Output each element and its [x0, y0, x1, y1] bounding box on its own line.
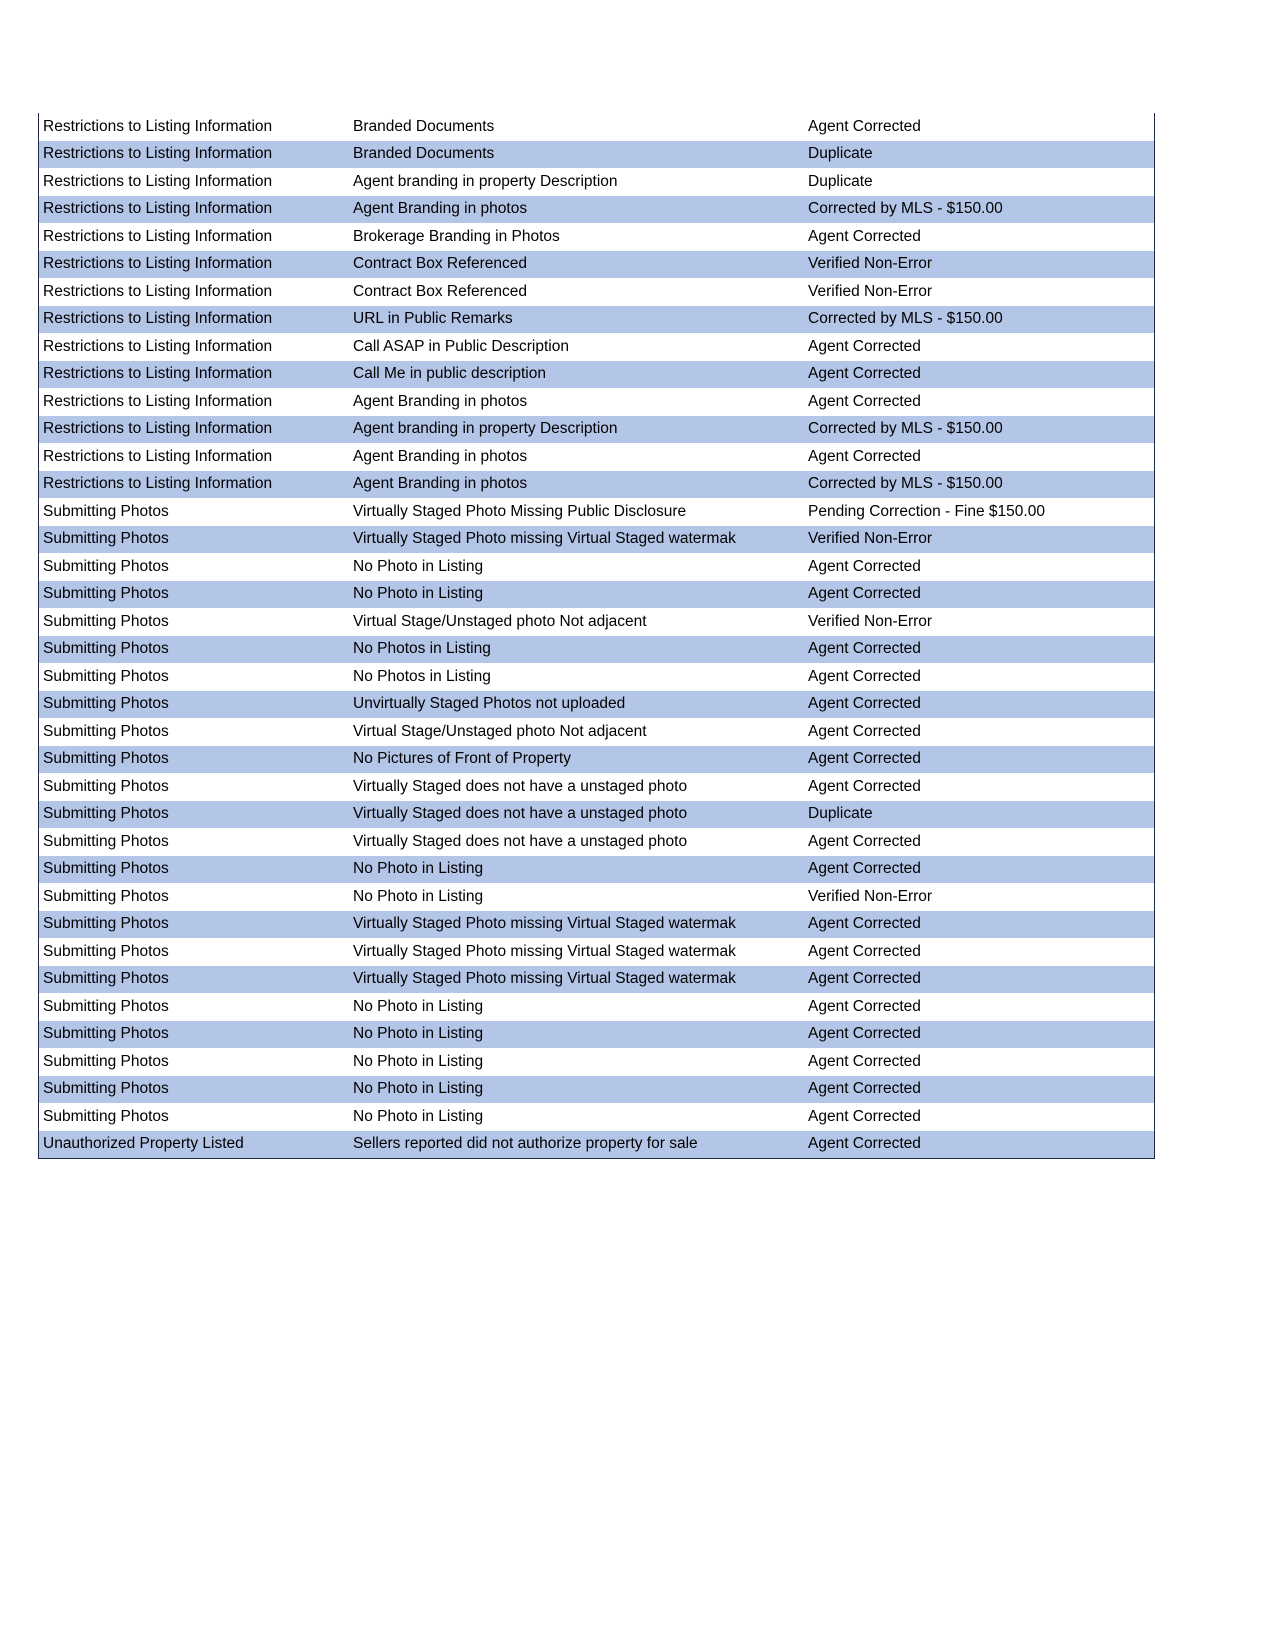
table-row	[39, 196, 1154, 224]
violation-cell: Call ASAP in Public Description	[353, 337, 569, 355]
category-cell: Submitting Photos	[43, 750, 169, 768]
category-cell: Restrictions to Listing Information	[43, 392, 273, 410]
status-cell: Agent Corrected	[808, 667, 921, 685]
table-row	[39, 828, 1154, 856]
table-row	[39, 718, 1154, 746]
status-cell: Agent Corrected	[808, 640, 921, 658]
table-row	[39, 1048, 1154, 1076]
violation-cell: Agent Branding in photos	[353, 475, 528, 493]
table-row	[39, 581, 1154, 609]
table-row	[39, 636, 1154, 664]
status-cell: Agent Corrected	[808, 1135, 921, 1153]
table-row	[39, 278, 1154, 306]
violation-cell: Branded Documents	[353, 117, 495, 135]
table-row	[39, 443, 1154, 471]
table-row	[39, 1103, 1154, 1131]
table-row	[39, 911, 1154, 939]
category-cell: Submitting Photos	[43, 1080, 169, 1098]
violation-cell: No Photo in Listing	[353, 887, 484, 905]
table-row	[39, 223, 1154, 251]
status-cell: Agent Corrected	[808, 777, 921, 795]
status-cell: Pending Correction - Fine $150.00	[808, 502, 1045, 520]
category-cell: Submitting Photos	[43, 805, 169, 823]
category-cell: Submitting Photos	[43, 915, 169, 933]
status-cell: Agent Corrected	[808, 585, 921, 603]
violation-cell: Contract Box Referenced	[353, 255, 528, 273]
category-cell: Submitting Photos	[43, 970, 169, 988]
category-cell: Submitting Photos	[43, 942, 169, 960]
table-row	[39, 306, 1154, 334]
table-row	[39, 361, 1154, 389]
status-cell: Agent Corrected	[808, 915, 921, 933]
table-row	[39, 251, 1154, 279]
status-cell: Agent Corrected	[808, 1080, 921, 1098]
violation-cell: URL in Public Remarks	[353, 310, 513, 328]
category-cell: Submitting Photos	[43, 777, 169, 795]
category-cell: Submitting Photos	[43, 722, 169, 740]
table-row	[39, 1021, 1154, 1049]
violation-cell: Sellers reported did not authorize property for sale	[353, 1135, 698, 1153]
violation-cell: Branded Documents	[353, 145, 495, 163]
status-cell: Agent Corrected	[808, 997, 921, 1015]
category-cell: Restrictions to Listing Information	[43, 172, 273, 190]
status-cell: Verified Non-Error	[808, 282, 933, 300]
category-cell: Submitting Photos	[43, 1107, 169, 1125]
category-cell: Submitting Photos	[43, 1052, 169, 1070]
category-cell: Restrictions to Listing Information	[43, 337, 273, 355]
violation-cell: No Photo in Listing	[353, 860, 484, 878]
status-cell: Agent Corrected	[808, 1052, 921, 1070]
status-cell: Agent Corrected	[808, 1025, 921, 1043]
table-row	[39, 856, 1154, 884]
status-cell: Corrected by MLS - $150.00	[808, 200, 1003, 218]
status-cell: Verified Non-Error	[808, 612, 933, 630]
category-cell: Restrictions to Listing Information	[43, 200, 273, 218]
status-cell: Duplicate	[808, 172, 873, 190]
table-row	[39, 608, 1154, 636]
violation-cell: Virtually Staged does not have a unstaged photo	[353, 832, 688, 850]
status-cell: Agent Corrected	[808, 1107, 921, 1125]
category-cell: Restrictions to Listing Information	[43, 255, 273, 273]
status-cell: Verified Non-Error	[808, 255, 933, 273]
category-cell: Submitting Photos	[43, 1025, 169, 1043]
violation-cell: Brokerage Branding in Photos	[353, 227, 560, 245]
status-cell: Duplicate	[808, 805, 873, 823]
status-cell: Agent Corrected	[808, 695, 921, 713]
violation-cell: No Photos in Listing	[353, 667, 491, 685]
category-cell: Restrictions to Listing Information	[43, 475, 273, 493]
status-cell: Agent Corrected	[808, 392, 921, 410]
violation-cell: No Photo in Listing	[353, 585, 484, 603]
violation-cell: Virtually Staged does not have a unstaged photo	[353, 777, 688, 795]
table-row	[39, 471, 1154, 499]
violation-cell: Agent branding in property Description	[353, 172, 618, 190]
table-row	[39, 388, 1154, 416]
category-cell: Submitting Photos	[43, 557, 169, 575]
violation-cell: Agent Branding in photos	[353, 200, 528, 218]
status-cell: Agent Corrected	[808, 722, 921, 740]
category-cell: Restrictions to Listing Information	[43, 447, 273, 465]
category-cell: Submitting Photos	[43, 612, 169, 630]
status-cell: Agent Corrected	[808, 970, 921, 988]
status-cell: Agent Corrected	[808, 337, 921, 355]
category-cell: Restrictions to Listing Information	[43, 227, 273, 245]
violation-cell: No Photo in Listing	[353, 1080, 484, 1098]
status-cell: Agent Corrected	[808, 832, 921, 850]
table-row	[39, 526, 1154, 554]
status-cell: Agent Corrected	[808, 365, 921, 383]
category-cell: Submitting Photos	[43, 530, 169, 548]
table-row	[39, 416, 1154, 444]
category-cell: Restrictions to Listing Information	[43, 420, 273, 438]
violation-cell: Virtual Stage/Unstaged photo Not adjacent	[353, 612, 647, 630]
category-cell: Restrictions to Listing Information	[43, 365, 273, 383]
violation-cell: No Photos in Listing	[353, 640, 491, 658]
category-cell: Submitting Photos	[43, 997, 169, 1015]
violation-cell: Virtually Staged Photo missing Virtual Staged watermak	[353, 942, 736, 960]
status-cell: Corrected by MLS - $150.00	[808, 310, 1003, 328]
violation-cell: Unvirtually Staged Photos not uploaded	[353, 695, 626, 713]
category-cell: Restrictions to Listing Information	[43, 282, 273, 300]
table-row	[39, 498, 1154, 526]
table-row	[39, 691, 1154, 719]
status-cell: Agent Corrected	[808, 942, 921, 960]
status-cell: Verified Non-Error	[808, 887, 933, 905]
table-row	[39, 883, 1154, 911]
violations-table	[38, 113, 1155, 1159]
table-row	[39, 553, 1154, 581]
violation-cell: Agent Branding in photos	[353, 392, 528, 410]
table-row	[39, 1131, 1154, 1159]
status-cell: Verified Non-Error	[808, 530, 933, 548]
violation-cell: Virtually Staged Photo missing Virtual Staged watermak	[353, 970, 736, 988]
category-cell: Restrictions to Listing Information	[43, 117, 273, 135]
violation-cell: No Photo in Listing	[353, 1025, 484, 1043]
table-row	[39, 773, 1154, 801]
violation-cell: Call Me in public description	[353, 365, 546, 383]
status-cell: Agent Corrected	[808, 117, 921, 135]
violation-cell: Virtually Staged Photo missing Virtual Staged watermak	[353, 915, 736, 933]
status-cell: Agent Corrected	[808, 447, 921, 465]
status-cell: Agent Corrected	[808, 557, 921, 575]
status-cell: Agent Corrected	[808, 227, 921, 245]
category-cell: Submitting Photos	[43, 667, 169, 685]
table-row	[39, 168, 1154, 196]
category-cell: Submitting Photos	[43, 832, 169, 850]
violation-cell: No Photo in Listing	[353, 1107, 484, 1125]
status-cell: Corrected by MLS - $150.00	[808, 420, 1003, 438]
table-row	[39, 1076, 1154, 1104]
table-row	[39, 113, 1154, 141]
table-row	[39, 663, 1154, 691]
table-row	[39, 938, 1154, 966]
violation-cell: Agent Branding in photos	[353, 447, 528, 465]
violation-cell: Virtually Staged does not have a unstaged photo	[353, 805, 688, 823]
category-cell: Restrictions to Listing Information	[43, 145, 273, 163]
category-cell: Submitting Photos	[43, 502, 169, 520]
category-cell: Submitting Photos	[43, 887, 169, 905]
table-row	[39, 333, 1154, 361]
category-cell: Unauthorized Property Listed	[43, 1135, 244, 1153]
category-cell: Submitting Photos	[43, 695, 169, 713]
violation-cell: Virtually Staged Photo missing Virtual Staged watermak	[353, 530, 736, 548]
table-row	[39, 141, 1154, 169]
violation-cell: Contract Box Referenced	[353, 282, 528, 300]
category-cell: Submitting Photos	[43, 640, 169, 658]
violation-cell: Virtual Stage/Unstaged photo Not adjacent	[353, 722, 647, 740]
status-cell: Duplicate	[808, 145, 873, 163]
category-cell: Submitting Photos	[43, 585, 169, 603]
violation-cell: Agent branding in property Description	[353, 420, 618, 438]
status-cell: Corrected by MLS - $150.00	[808, 475, 1003, 493]
status-cell: Agent Corrected	[808, 750, 921, 768]
table-row	[39, 993, 1154, 1021]
category-cell: Restrictions to Listing Information	[43, 310, 273, 328]
violation-cell: No Pictures of Front of Property	[353, 750, 571, 768]
table-row	[39, 801, 1154, 829]
table-row	[39, 966, 1154, 994]
violation-cell: Virtually Staged Photo Missing Public Disclosure	[353, 502, 687, 520]
violation-cell: No Photo in Listing	[353, 997, 484, 1015]
violation-cell: No Photo in Listing	[353, 1052, 484, 1070]
category-cell: Submitting Photos	[43, 860, 169, 878]
status-cell: Agent Corrected	[808, 860, 921, 878]
table-row	[39, 746, 1154, 774]
violation-cell: No Photo in Listing	[353, 557, 484, 575]
